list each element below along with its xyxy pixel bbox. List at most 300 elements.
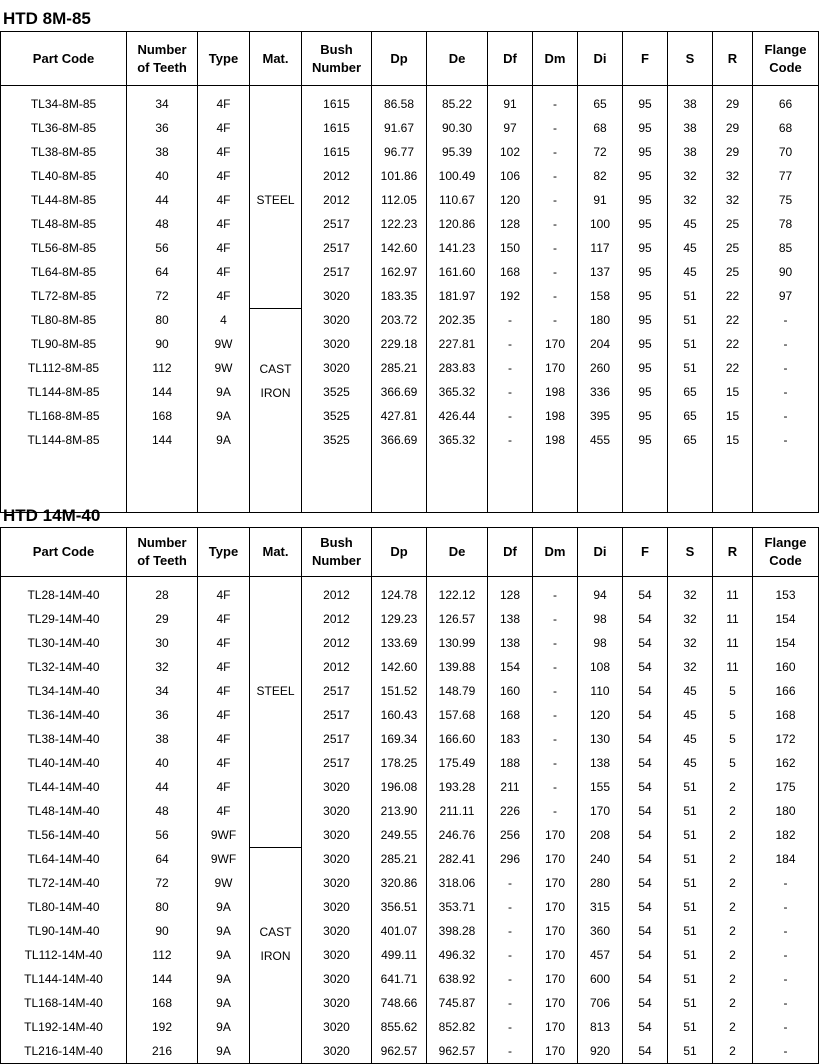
cell-teeth: 64 [127, 260, 198, 284]
cell-f: 54 [623, 847, 668, 871]
cell-de: 318.06 [427, 871, 488, 895]
cell-part-code: TL48-14M-40 [1, 799, 127, 823]
cell-r: 29 [713, 140, 753, 164]
cell-r: 25 [713, 260, 753, 284]
cell-type: 4F [198, 799, 250, 823]
col-header-teeth: Number of Teeth [127, 528, 198, 577]
cell-type: 4F [198, 703, 250, 727]
table-title-8m: HTD 8M-85 [3, 9, 91, 28]
cell-dp: 112.05 [372, 188, 427, 212]
cell-dm: - [533, 140, 578, 164]
cell-teeth: 112 [127, 943, 198, 967]
col-header-dm: Dm [533, 528, 578, 577]
cell-r: 32 [713, 188, 753, 212]
cell-flange: 90 [753, 260, 819, 284]
cell-di: 91 [578, 188, 623, 212]
cell-di: 117 [578, 236, 623, 260]
cell-r: 2 [713, 967, 753, 991]
cell-di: 138 [578, 751, 623, 775]
cell-f: 54 [623, 991, 668, 1015]
cell-type: 4F [198, 212, 250, 236]
cell-flange: 166 [753, 679, 819, 703]
cell-de: 181.97 [427, 284, 488, 308]
cell-s: 38 [668, 86, 713, 117]
cell-bush: 2517 [302, 212, 372, 236]
col-header-di: Di [578, 528, 623, 577]
cell-df: - [488, 871, 533, 895]
cell-flange: 168 [753, 703, 819, 727]
cell-s: 51 [668, 967, 713, 991]
cell-f: 54 [623, 967, 668, 991]
cell-part-code: TL112-8M-85 [1, 356, 127, 380]
cell-dp: 178.25 [372, 751, 427, 775]
cell-type: 9A [198, 991, 250, 1015]
cell-de: 426.44 [427, 404, 488, 428]
cell-di: 94 [578, 577, 623, 608]
cell-dm: 198 [533, 380, 578, 404]
cell-s: 51 [668, 919, 713, 943]
cell-bush: 2517 [302, 679, 372, 703]
cell-material-steel [250, 86, 302, 309]
cell-de: 852.82 [427, 1015, 488, 1039]
cell-teeth: 38 [127, 140, 198, 164]
cell-di: 395 [578, 404, 623, 428]
cell-teeth: 80 [127, 895, 198, 919]
cell-empty [488, 452, 533, 513]
cell-dp: 96.77 [372, 140, 427, 164]
col-header-material: Mat. [250, 32, 302, 86]
cell-f: 54 [623, 775, 668, 799]
cell-f: 95 [623, 308, 668, 332]
cell-df: 160 [488, 679, 533, 703]
cell-r: 11 [713, 607, 753, 631]
cell-f: 54 [623, 823, 668, 847]
col-header-de: De [427, 32, 488, 86]
col-header-part-code: Part Code [1, 528, 127, 577]
cell-di: 98 [578, 607, 623, 631]
cell-teeth: 34 [127, 679, 198, 703]
cell-df: - [488, 308, 533, 332]
cell-part-code: TL72-14M-40 [1, 871, 127, 895]
cell-dm: - [533, 727, 578, 751]
cell-flange: - [753, 919, 819, 943]
cell-s: 32 [668, 188, 713, 212]
cell-dm: 198 [533, 428, 578, 452]
cell-r: 2 [713, 943, 753, 967]
cell-de: 283.83 [427, 356, 488, 380]
cell-df: 97 [488, 116, 533, 140]
cell-dp: 366.69 [372, 380, 427, 404]
cell-s: 32 [668, 607, 713, 631]
cell-de: 85.22 [427, 86, 488, 117]
cell-type: 4F [198, 188, 250, 212]
cell-df: 168 [488, 260, 533, 284]
cell-part-code: TL168-14M-40 [1, 991, 127, 1015]
cell-empty [1, 452, 127, 513]
cell-r: 32 [713, 164, 753, 188]
cell-flange: 172 [753, 727, 819, 751]
cell-type: 9A [198, 919, 250, 943]
cell-flange: - [753, 404, 819, 428]
cell-r: 25 [713, 236, 753, 260]
cell-part-code: TL144-14M-40 [1, 967, 127, 991]
table-row [1, 116, 819, 140]
cell-part-code: TL32-14M-40 [1, 655, 127, 679]
cell-bush: 2012 [302, 577, 372, 608]
col-header-f: F [623, 32, 668, 86]
cell-bush: 3020 [302, 308, 372, 332]
cell-dm: - [533, 188, 578, 212]
table-row [1, 823, 819, 847]
table-row [1, 919, 819, 943]
cell-material-steel [250, 577, 302, 848]
cell-flange: - [753, 1015, 819, 1039]
cell-part-code: TL64-14M-40 [1, 847, 127, 871]
cell-dp: 320.86 [372, 871, 427, 895]
cell-de: 166.60 [427, 727, 488, 751]
cell-de: 161.60 [427, 260, 488, 284]
cell-s: 51 [668, 895, 713, 919]
cell-dp: 129.23 [372, 607, 427, 631]
cell-flange: 70 [753, 140, 819, 164]
cell-s: 51 [668, 1039, 713, 1064]
cell-teeth: 44 [127, 188, 198, 212]
cell-dm: 170 [533, 332, 578, 356]
cell-teeth: 44 [127, 775, 198, 799]
cell-dp: 183.35 [372, 284, 427, 308]
cell-teeth: 34 [127, 86, 198, 117]
cell-dp: 124.78 [372, 577, 427, 608]
cell-flange: 180 [753, 799, 819, 823]
cell-df: - [488, 1015, 533, 1039]
cell-teeth: 144 [127, 967, 198, 991]
table-row [1, 775, 819, 799]
table-row [1, 284, 819, 308]
cell-bush: 3525 [302, 380, 372, 404]
cell-f: 95 [623, 284, 668, 308]
cell-flange: 154 [753, 631, 819, 655]
cell-type: 9A [198, 895, 250, 919]
cell-s: 45 [668, 727, 713, 751]
cell-part-code: TL216-14M-40 [1, 1039, 127, 1064]
cell-di: 457 [578, 943, 623, 967]
cell-bush: 2517 [302, 727, 372, 751]
table-row [1, 428, 819, 452]
cell-f: 54 [623, 1039, 668, 1064]
cell-di: 813 [578, 1015, 623, 1039]
cell-f: 54 [623, 631, 668, 655]
cell-s: 51 [668, 775, 713, 799]
cell-flange: - [753, 967, 819, 991]
cell-dp: 401.07 [372, 919, 427, 943]
cell-de: 211.11 [427, 799, 488, 823]
cell-r: 11 [713, 631, 753, 655]
cell-de: 141.23 [427, 236, 488, 260]
cell-r: 15 [713, 404, 753, 428]
cell-dm: 170 [533, 1015, 578, 1039]
cell-type: 4F [198, 86, 250, 117]
cell-r: 22 [713, 332, 753, 356]
cell-de: 193.28 [427, 775, 488, 799]
cell-r: 15 [713, 380, 753, 404]
cell-di: 208 [578, 823, 623, 847]
cell-s: 38 [668, 116, 713, 140]
table-row [1, 799, 819, 823]
cell-dp: 162.97 [372, 260, 427, 284]
cell-bush: 3020 [302, 332, 372, 356]
cell-di: 260 [578, 356, 623, 380]
table-row [1, 308, 819, 332]
cell-di: 110 [578, 679, 623, 703]
cell-df: - [488, 1039, 533, 1064]
cell-part-code: TL36-14M-40 [1, 703, 127, 727]
material-label: STEEL [256, 193, 295, 207]
cell-dm: - [533, 308, 578, 332]
cell-bush: 2012 [302, 631, 372, 655]
cell-flange: - [753, 943, 819, 967]
cell-part-code: TL72-8M-85 [1, 284, 127, 308]
cell-di: 280 [578, 871, 623, 895]
cell-di: 920 [578, 1039, 623, 1064]
cell-part-code: TL168-8M-85 [1, 404, 127, 428]
cell-dp: 101.86 [372, 164, 427, 188]
cell-di: 706 [578, 991, 623, 1015]
cell-empty [302, 452, 372, 513]
cell-f: 54 [623, 751, 668, 775]
cell-f: 95 [623, 332, 668, 356]
cell-r: 2 [713, 895, 753, 919]
cell-dm: - [533, 212, 578, 236]
cell-dp: 641.71 [372, 967, 427, 991]
cell-part-code: TL44-14M-40 [1, 775, 127, 799]
cell-dm: 170 [533, 943, 578, 967]
cell-de: 496.32 [427, 943, 488, 967]
table-row [1, 871, 819, 895]
cell-s: 51 [668, 284, 713, 308]
cell-teeth: 192 [127, 1015, 198, 1039]
cell-df: 188 [488, 751, 533, 775]
cell-di: 100 [578, 212, 623, 236]
table-row [1, 188, 819, 212]
table-row [1, 1015, 819, 1039]
cell-empty [753, 452, 819, 513]
cell-dp: 196.08 [372, 775, 427, 799]
cell-di: 170 [578, 799, 623, 823]
table-row [1, 164, 819, 188]
cell-bush: 1615 [302, 140, 372, 164]
table-row [1, 991, 819, 1015]
col-header-flange: Flange Code [753, 528, 819, 577]
cell-flange: 153 [753, 577, 819, 608]
table-row [1, 703, 819, 727]
cell-r: 29 [713, 116, 753, 140]
cell-empty [713, 452, 753, 513]
cell-dp: 142.60 [372, 655, 427, 679]
cell-de: 227.81 [427, 332, 488, 356]
table-title-14m: HTD 14M-40 [3, 506, 101, 525]
cell-teeth: 90 [127, 332, 198, 356]
cell-f: 95 [623, 212, 668, 236]
cell-dp: 203.72 [372, 308, 427, 332]
cell-de: 122.12 [427, 577, 488, 608]
cell-bush: 2517 [302, 260, 372, 284]
cell-dp: 499.11 [372, 943, 427, 967]
cell-df: - [488, 919, 533, 943]
cell-type: 4F [198, 284, 250, 308]
cell-f: 54 [623, 799, 668, 823]
cell-type: 9WF [198, 847, 250, 871]
cell-s: 51 [668, 943, 713, 967]
cell-di: 137 [578, 260, 623, 284]
cell-flange: 160 [753, 655, 819, 679]
cell-teeth: 56 [127, 236, 198, 260]
cell-r: 11 [713, 577, 753, 608]
cell-flange: 66 [753, 86, 819, 117]
cell-df: - [488, 991, 533, 1015]
cell-di: 204 [578, 332, 623, 356]
cell-type: 4 [198, 308, 250, 332]
cell-bush: 3020 [302, 823, 372, 847]
cell-dp: 962.57 [372, 1039, 427, 1064]
cell-flange: 154 [753, 607, 819, 631]
cell-flange: 97 [753, 284, 819, 308]
cell-di: 82 [578, 164, 623, 188]
col-header-dp: Dp [372, 528, 427, 577]
cell-s: 32 [668, 631, 713, 655]
cell-flange: - [753, 895, 819, 919]
col-header-part-code: Part Code [1, 32, 127, 86]
cell-type: 4F [198, 140, 250, 164]
cell-bush: 2012 [302, 655, 372, 679]
cell-df: 168 [488, 703, 533, 727]
cell-de: 202.35 [427, 308, 488, 332]
cell-f: 95 [623, 86, 668, 117]
cell-f: 95 [623, 164, 668, 188]
cell-flange: - [753, 308, 819, 332]
cell-r: 25 [713, 212, 753, 236]
cell-df: 192 [488, 284, 533, 308]
cell-r: 22 [713, 356, 753, 380]
table-body [1, 577, 819, 1064]
cell-f: 95 [623, 356, 668, 380]
cell-dp: 366.69 [372, 428, 427, 452]
cell-f: 54 [623, 655, 668, 679]
cell-teeth: 168 [127, 404, 198, 428]
table-row [1, 332, 819, 356]
cell-df: - [488, 967, 533, 991]
cell-dm: - [533, 607, 578, 631]
cell-s: 45 [668, 703, 713, 727]
cell-dp: 748.66 [372, 991, 427, 1015]
cell-dm: - [533, 284, 578, 308]
cell-part-code: TL80-8M-85 [1, 308, 127, 332]
cell-f: 95 [623, 236, 668, 260]
cell-di: 130 [578, 727, 623, 751]
cell-df: 154 [488, 655, 533, 679]
cell-type: 9A [198, 380, 250, 404]
cell-df: - [488, 943, 533, 967]
cell-dp: 160.43 [372, 703, 427, 727]
cell-part-code: TL192-14M-40 [1, 1015, 127, 1039]
cell-df: 226 [488, 799, 533, 823]
cell-part-code: TL56-8M-85 [1, 236, 127, 260]
material-label: IRON [260, 948, 291, 963]
cell-di: 180 [578, 308, 623, 332]
col-header-bush: Bush Number [302, 32, 372, 86]
cell-type: 4F [198, 727, 250, 751]
cell-dm: - [533, 751, 578, 775]
cell-r: 2 [713, 1015, 753, 1039]
cell-dm: - [533, 679, 578, 703]
cell-di: 68 [578, 116, 623, 140]
cell-df: 128 [488, 212, 533, 236]
cell-de: 100.49 [427, 164, 488, 188]
table-row [1, 631, 819, 655]
cell-de: 126.57 [427, 607, 488, 631]
cell-dm: 170 [533, 823, 578, 847]
table-row [1, 847, 819, 871]
cell-f: 54 [623, 607, 668, 631]
cell-dm: 170 [533, 871, 578, 895]
cell-dm: - [533, 631, 578, 655]
cell-de: 353.71 [427, 895, 488, 919]
cell-empty [533, 452, 578, 513]
cell-r: 2 [713, 823, 753, 847]
cell-dm: - [533, 236, 578, 260]
cell-bush: 3020 [302, 799, 372, 823]
cell-df: 91 [488, 86, 533, 117]
table-row [1, 236, 819, 260]
cell-f: 95 [623, 404, 668, 428]
cell-bush: 1615 [302, 116, 372, 140]
cell-part-code: TL40-8M-85 [1, 164, 127, 188]
spec-table-8m [0, 31, 819, 513]
cell-part-code: TL28-14M-40 [1, 577, 127, 608]
cell-de: 120.86 [427, 212, 488, 236]
cell-teeth: 144 [127, 428, 198, 452]
cell-teeth: 72 [127, 284, 198, 308]
cell-type: 9A [198, 404, 250, 428]
cell-bush: 3020 [302, 871, 372, 895]
cell-r: 2 [713, 919, 753, 943]
table-row [1, 655, 819, 679]
cell-part-code: TL144-8M-85 [1, 428, 127, 452]
cell-part-code: TL40-14M-40 [1, 751, 127, 775]
cell-type: 9A [198, 428, 250, 452]
cell-de: 398.28 [427, 919, 488, 943]
table-row [1, 140, 819, 164]
cell-dp: 285.21 [372, 356, 427, 380]
cell-material-cast-iron [250, 308, 302, 513]
cell-flange: 85 [753, 236, 819, 260]
cell-s: 51 [668, 847, 713, 871]
cell-r: 5 [713, 727, 753, 751]
cell-s: 51 [668, 332, 713, 356]
cell-dm: 170 [533, 895, 578, 919]
cell-flange: 175 [753, 775, 819, 799]
cell-r: 15 [713, 428, 753, 452]
cell-f: 54 [623, 1015, 668, 1039]
cell-r: 5 [713, 703, 753, 727]
cell-dm: - [533, 260, 578, 284]
cell-type: 4F [198, 775, 250, 799]
table-header [1, 32, 819, 86]
cell-dp: 133.69 [372, 631, 427, 655]
cell-df: - [488, 895, 533, 919]
cell-material-cast-iron [250, 847, 302, 1064]
table-header [1, 528, 819, 577]
cell-de: 110.67 [427, 188, 488, 212]
